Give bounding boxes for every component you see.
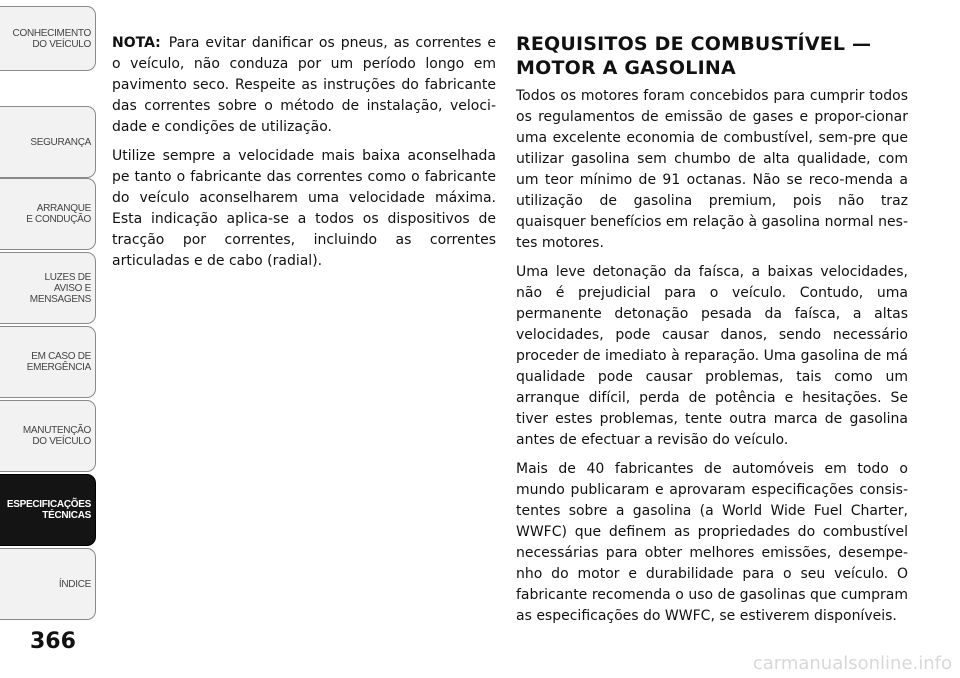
tab-luzes-de-aviso[interactable] bbox=[0, 252, 96, 324]
section-title: REQUISITOS DE COMBUSTÍVEL — MOTOR A GASOLINA bbox=[516, 33, 872, 79]
tab-label: ÍNDICE bbox=[58, 578, 91, 590]
body-paragraph: Mais de 40 fabricantes de automóveis em todo o mundo publicaram e aprovaram especificações consis-tentes sobre a gasolina (a World Wide Fuel Charter, WWFC) que definem as propriedades do combustível necessárias para obter melhores emissões, desempe-nho do motor e durabilidade para o seu veículo. O fabricante recomenda o uso de gasolinas que cumpram as especificações do WWFC, se estiverem disponíveis. bbox=[516, 461, 908, 624]
right-column bbox=[516, 32, 908, 635]
tab-arranque-e-conducao[interactable] bbox=[0, 178, 96, 250]
left-column bbox=[112, 33, 496, 280]
watermark: carmanualsonline.info bbox=[752, 653, 952, 674]
tab-indice[interactable] bbox=[0, 548, 96, 620]
body-paragraph: Uma leve detonação da faísca, a baixas velocidades, não é prejudicial para o veículo. Contudo, uma permanente detonação pesada da faísca, a altas velocidades, pode causar danos, sendo necessário proceder de imediato à reparação. Uma gasolina de má qualidade pode causar problemas, tais como um arranque difícil, perda de potência e hesitações. Se tiver estes problemas, tente outra marca de gasolina antes de efectuar a revisão do veículo. bbox=[516, 264, 908, 448]
tab-especificacoes-tecnicas[interactable] bbox=[0, 474, 96, 546]
tab-label: MANUTENÇÃO DO VEÍCULO bbox=[22, 425, 91, 447]
tab-label: SEGURANÇA bbox=[30, 136, 91, 148]
tab-label: ESPECIFICAÇÕES TÉCNICAS bbox=[6, 499, 91, 521]
tab-em-caso-de-emergencia[interactable] bbox=[0, 326, 96, 398]
body-paragraph: Utilize sempre a velocidade mais baixa aconselhada pe tanto o fabricante das correntes como o fabricante do veículo aconselharem uma velocidade máxima. Esta indicação aplica-se a todos os dispositivos de tracção por correntes, incluindo as correntes articuladas e de cabo (radial). bbox=[112, 148, 496, 269]
tab-label: EM CASO DE EMERGÊNCIA bbox=[26, 351, 91, 373]
tab-label: CONHECIMENTO DO VEÍCULO bbox=[12, 27, 91, 50]
tab-label: LUZES DE AVISO E MENSAGENS bbox=[29, 271, 91, 305]
nota-text: Para evitar danificar os pneus, as correntes e o veículo, não conduza por um período longo em pavimento seco. Respeite as instruções do fabricante das correntes sobre o método de instalação, veloci-dade e condições de utilização. bbox=[112, 35, 496, 135]
nota-paragraph bbox=[112, 33, 496, 138]
chapter-tabs bbox=[0, 0, 98, 678]
tab-conhecimento-do-veiculo[interactable] bbox=[0, 6, 96, 71]
body-paragraph: Todos os motores foram concebidos para cumprir todos os regulamentos de emissão de gases e propor-cionar uma excelente economia de combustível, sem-pre que utilizar gasolina sem chumbo de alta qualidade, com um teor mínimo de 91 octanas. Não se reco-menda a utilização de gasolina premium, pois não traz quaisquer benefícios em relação à gasolina normal nes-tes motores. bbox=[516, 88, 908, 251]
tab-seguranca[interactable] bbox=[0, 106, 96, 178]
page-number: 366 bbox=[30, 629, 76, 654]
nota-label: NOTA: bbox=[112, 35, 161, 51]
tab-manutencao-do-veiculo[interactable] bbox=[0, 400, 96, 472]
tab-label: ARRANQUE E CONDUÇÃO bbox=[26, 203, 91, 225]
